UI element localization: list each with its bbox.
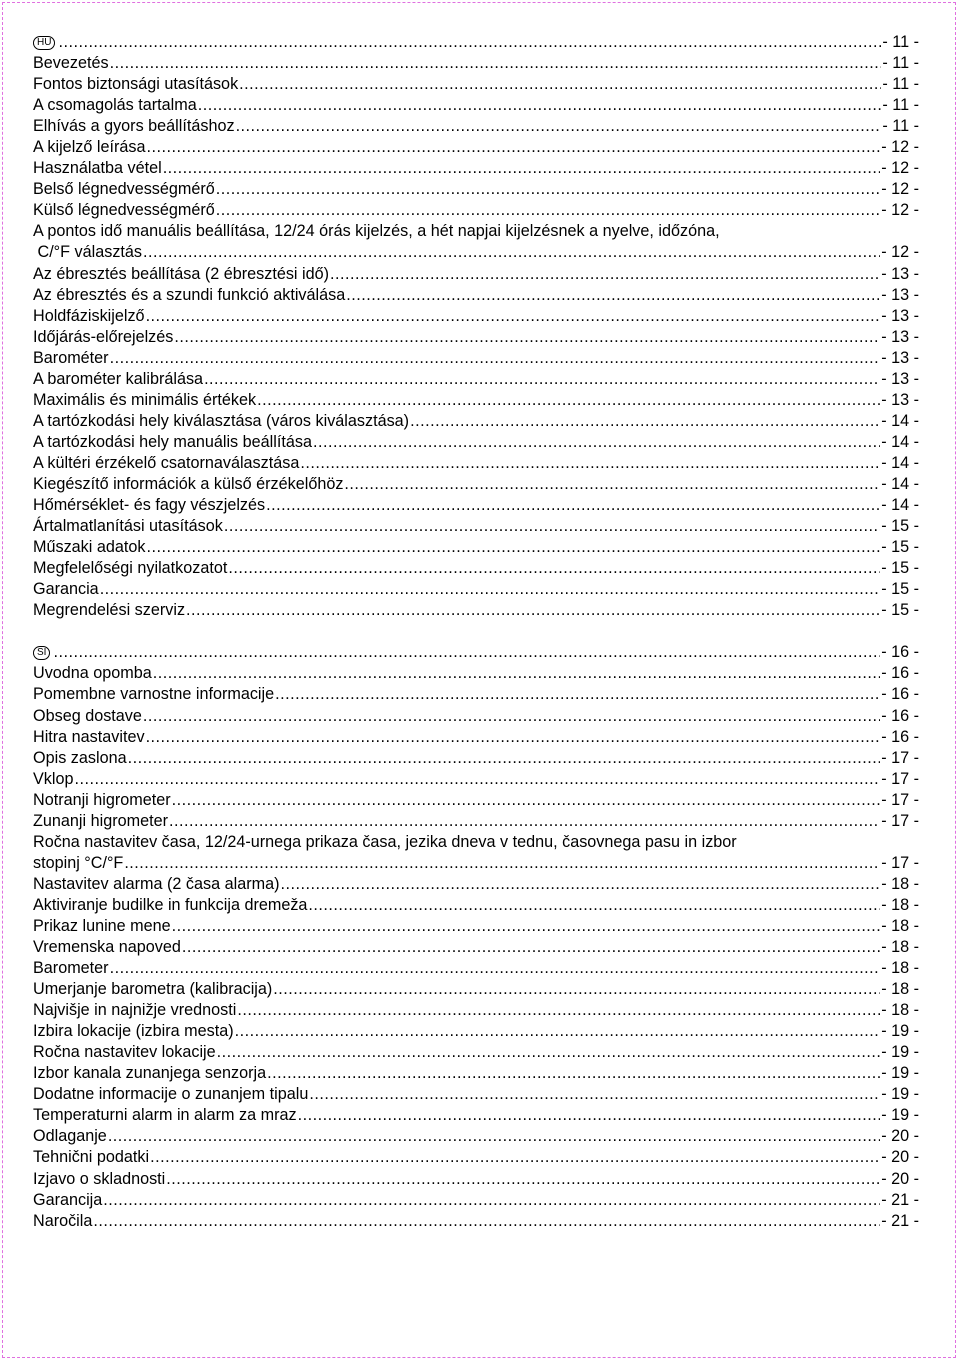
toc-entry-label: Ročna nastavitev lokacije (33, 1043, 216, 1062)
toc-entry-label: Hőmérséklet- és fagy vészjelzés (33, 496, 266, 515)
toc-entry-label: Megrendelési szerviz (33, 601, 186, 620)
toc-page-number: - 17 - (881, 853, 919, 872)
toc-entry-label: Bevezetés (33, 54, 109, 73)
toc-entry-label: A tartózkodási hely kiválasztása (város kiválasztása) (33, 411, 410, 430)
dot-leader (313, 432, 880, 453)
toc-entry-label: Garancia (33, 580, 99, 599)
dot-leader (58, 32, 881, 53)
toc-entry[interactable] (33, 895, 919, 916)
toc-entry[interactable] (33, 1147, 919, 1168)
toc-entry-label: Uvodna opomba (33, 664, 152, 683)
toc-entry[interactable] (33, 200, 919, 221)
toc-entry[interactable] (33, 727, 919, 748)
toc-entry-label: Aktiviranje budilke in funkcija dremeža (33, 895, 308, 914)
dot-leader (344, 474, 880, 495)
toc-entry[interactable] (33, 95, 919, 116)
toc-entry[interactable] (33, 684, 919, 705)
toc-entry-label: Obseg dostave (33, 706, 142, 725)
toc-entry[interactable] (33, 600, 919, 621)
toc-entry[interactable] (33, 1000, 919, 1021)
dot-leader (217, 1042, 881, 1063)
dot-leader (257, 390, 880, 411)
toc-page-number: - 12 - (881, 138, 919, 157)
toc-entry-label: A tartózkodási hely manuális beállítása (33, 432, 312, 451)
toc-entry[interactable] (33, 706, 919, 727)
toc-entry-label: Barometer (33, 959, 109, 978)
toc-language-row[interactable] (33, 642, 919, 663)
toc-page-number: - 12 - (881, 180, 919, 199)
toc-entry[interactable] (33, 579, 919, 600)
toc-page-number: - 13 - (881, 369, 919, 388)
toc-entry-label: Időjárás-előrejelzés (33, 327, 174, 346)
toc-entry-label: Fontos biztonsági utasítások (33, 75, 239, 94)
toc-entry-label: Külső légnedvességmérő (33, 201, 215, 220)
table-of-contents (33, 32, 919, 1232)
toc-page-number: - 16 - (881, 685, 919, 704)
toc-entry[interactable] (33, 874, 919, 895)
dot-leader (281, 874, 881, 895)
toc-page-number: - 13 - (881, 264, 919, 283)
dot-leader (266, 495, 880, 516)
toc-entry[interactable] (33, 537, 919, 558)
dot-leader (146, 306, 881, 327)
toc-entry-label: A pontos idő manuális beállítása, 12/24 órás kijelzés, a hét napjai kijelzésnek a nyelve, időzóna, (33, 222, 720, 241)
toc-entry-label: Tehnični podatki (33, 1148, 150, 1167)
toc-entry[interactable] (33, 811, 919, 832)
toc-entry-label: Maximális és minimális értékek (33, 390, 257, 409)
toc-entry[interactable] (33, 1063, 919, 1084)
toc-page-number: - 17 - (881, 811, 919, 830)
dot-leader (273, 979, 880, 1000)
dot-leader (100, 579, 881, 600)
toc-entry[interactable] (33, 1042, 919, 1063)
toc-entry[interactable] (33, 979, 919, 1000)
toc-entry[interactable] (33, 474, 919, 495)
toc-page-number: - 14 - (881, 496, 919, 515)
toc-page-number: - 14 - (881, 432, 919, 451)
toc-entry-label: Az ébresztés és a szundi funkció aktiválása (33, 285, 346, 304)
toc-page-number: - 11 - (882, 75, 919, 94)
toc-entry[interactable] (33, 1211, 919, 1232)
toc-entry[interactable] (33, 1084, 919, 1105)
toc-page-number: - 19 - (881, 1064, 919, 1083)
toc-entry-label: Megfelelőségi nyilatkozatot (33, 559, 228, 578)
toc-entry-label: Ročna nastavitev časa, 12/24-urnega prikaza časa, jezika dneva v tednu, časovnega pasu in izbor (33, 832, 737, 851)
toc-entry-label: Umerjanje barometra (kalibracija) (33, 980, 273, 999)
dot-leader (174, 327, 880, 348)
toc-entry[interactable] (33, 348, 919, 369)
toc-entry-label: Izbira lokacije (izbira mesta) (33, 1022, 234, 1041)
dot-leader (298, 1105, 881, 1126)
toc-entry[interactable] (33, 916, 919, 937)
toc-page-number: - 20 - (881, 1127, 919, 1146)
toc-entry[interactable] (33, 769, 919, 790)
dot-leader (169, 811, 880, 832)
toc-entry-label: Zunanji higrometer (33, 811, 168, 830)
toc-entry-continuation (33, 242, 919, 263)
dot-leader (172, 790, 881, 811)
toc-entry[interactable] (33, 432, 919, 453)
dot-leader (110, 53, 882, 74)
dot-leader (198, 95, 882, 116)
dot-leader (182, 937, 880, 958)
dot-leader (103, 1190, 880, 1211)
toc-page-number: - 15 - (881, 580, 919, 599)
toc-page-number: - 15 - (881, 559, 919, 578)
toc-entry-label: Notranji higrometer (33, 790, 171, 809)
toc-entry[interactable] (33, 390, 919, 411)
toc-page-number: - 18 - (881, 959, 919, 978)
dot-leader (346, 285, 880, 306)
dot-leader (163, 158, 881, 179)
toc-page-number: - 12 - (881, 201, 919, 220)
toc-entry-continuation (33, 853, 919, 874)
dot-leader (275, 684, 880, 705)
toc-entry-label-continued: C/°F választás (33, 243, 143, 262)
toc-entry-label: Naročila (33, 1211, 93, 1230)
toc-entry[interactable] (33, 116, 919, 137)
dot-leader (239, 74, 881, 95)
toc-page-number: - 18 - (881, 895, 919, 914)
toc-page-number: - 11 - (882, 33, 919, 51)
toc-page-number: - 19 - (881, 1106, 919, 1125)
toc-entry[interactable] (33, 958, 919, 979)
toc-page-number: - 17 - (881, 748, 919, 767)
toc-entry[interactable] (33, 1190, 919, 1211)
dot-leader (172, 916, 881, 937)
dot-leader (300, 453, 880, 474)
dot-leader (110, 348, 881, 369)
dot-leader (216, 200, 880, 221)
toc-entry[interactable] (33, 558, 919, 579)
toc-entry[interactable] (33, 179, 919, 200)
toc-page-number: - 19 - (881, 1022, 919, 1041)
toc-language-label (33, 32, 57, 53)
toc-entry-label: Az ébresztés beállítása (2 ébresztési idő) (33, 264, 330, 283)
toc-page-number: - 13 - (881, 327, 919, 346)
dot-leader (124, 853, 880, 874)
toc-entry[interactable] (33, 748, 919, 769)
dot-leader (267, 1063, 880, 1084)
toc-entry[interactable] (33, 832, 919, 874)
dot-leader (143, 706, 880, 727)
toc-page-number: - 20 - (881, 1169, 919, 1188)
section-gap (33, 621, 919, 642)
toc-page-number: - 16 - (881, 727, 919, 746)
dot-leader (308, 895, 880, 916)
dot-leader (128, 748, 881, 769)
toc-entry[interactable] (33, 453, 919, 474)
toc-entry[interactable] (33, 516, 919, 537)
toc-page-number: - 15 - (881, 538, 919, 557)
dot-leader (237, 1000, 880, 1021)
dot-leader (228, 558, 880, 579)
toc-page-number: - 18 - (881, 938, 919, 957)
toc-entry-label: Temperaturni alarm in alarm za mraz (33, 1106, 297, 1125)
toc-entry[interactable] (33, 221, 919, 263)
toc-page-number: - 11 - (882, 96, 919, 115)
toc-entry-label: Opis zaslona (33, 748, 127, 767)
toc-page-number: - 14 - (881, 453, 919, 472)
toc-entry[interactable] (33, 1021, 919, 1042)
toc-page-number: - 11 - (882, 117, 919, 136)
toc-entry[interactable] (33, 74, 919, 95)
toc-entry[interactable] (33, 285, 919, 306)
dot-leader (235, 1021, 881, 1042)
toc-page-number: - 14 - (881, 411, 919, 430)
toc-page-number: - 13 - (881, 285, 919, 304)
dot-leader (330, 264, 880, 285)
dot-leader (110, 958, 881, 979)
toc-entry-label: Kiegészítő információk a külső érzékelőhöz (33, 474, 344, 493)
toc-entry[interactable] (33, 1126, 919, 1147)
toc-entry-label: Pomembne varnostne informacije (33, 685, 275, 704)
dot-leader (236, 116, 882, 137)
dot-leader (146, 137, 880, 158)
dot-leader (309, 1084, 880, 1105)
toc-entry-label: Dodatne informacije o zunanjem tipalu (33, 1085, 309, 1104)
dot-leader (204, 369, 880, 390)
toc-page-number: - 15 - (881, 601, 919, 620)
dot-leader (108, 1126, 880, 1147)
toc-entry-label: Vklop (33, 769, 74, 788)
toc-page-number: - 19 - (881, 1085, 919, 1104)
dot-leader (410, 411, 880, 432)
toc-page-number: - 13 - (881, 348, 919, 367)
toc-page-number: - 18 - (881, 1001, 919, 1020)
toc-entry-label: Vremenska napoved (33, 938, 181, 957)
toc-page-number: - 14 - (881, 474, 919, 493)
toc-entry-label: Műszaki adatok (33, 538, 146, 557)
toc-page-number: - 16 - (881, 706, 919, 725)
toc-entry-label: Holdfáziskijelző (33, 306, 145, 325)
toc-entry-label: Odlaganje (33, 1127, 107, 1146)
toc-entry-label: Nastavitev alarma (2 časa alarma) (33, 874, 280, 893)
language-badge: HU (33, 36, 55, 50)
dot-leader (143, 242, 880, 263)
toc-page-number: - 20 - (881, 1148, 919, 1167)
toc-entry[interactable] (33, 369, 919, 390)
toc-entry[interactable] (33, 937, 919, 958)
toc-entry-label: A kijelző leírása (33, 138, 146, 157)
toc-entry-label: A kültéri érzékelő csatornaválasztása (33, 453, 300, 472)
toc-entry[interactable] (33, 411, 919, 432)
toc-page-number: - 12 - (881, 243, 919, 262)
dot-leader (216, 179, 880, 200)
toc-entry[interactable] (33, 158, 919, 179)
toc-entry-label-continued: stopinj °C/°F (33, 853, 124, 872)
toc-entry[interactable] (33, 663, 919, 684)
dot-leader (150, 1147, 880, 1168)
toc-entry-label: Ártalmatlanítási utasítások (33, 517, 223, 536)
toc-page-number: - 16 - (881, 664, 919, 683)
toc-page-number: - 17 - (881, 790, 919, 809)
toc-entry-label: Izbor kanala zunanjega senzorja (33, 1064, 267, 1083)
toc-page-number: - 21 - (881, 1211, 919, 1230)
toc-page-number: - 15 - (881, 517, 919, 536)
toc-entry-label: Belső légnedvességmérő (33, 180, 215, 199)
toc-page-number: - 17 - (881, 769, 919, 788)
dot-leader (93, 1211, 880, 1232)
toc-entry[interactable] (33, 264, 919, 285)
toc-entry[interactable] (33, 327, 919, 348)
toc-entry-label: A barométer kalibrálása (33, 369, 204, 388)
language-badge: SI (33, 646, 50, 660)
toc-entry-label: Izjavo o skladnosti (33, 1169, 166, 1188)
dot-leader (153, 663, 880, 684)
toc-entry-label: Hitra nastavitev (33, 727, 145, 746)
toc-entry-label: Elhívás a gyors beállításhoz (33, 117, 235, 136)
toc-language-label (33, 642, 52, 663)
toc-page-number: - 18 - (881, 980, 919, 999)
toc-entry[interactable] (33, 495, 919, 516)
toc-entry[interactable] (33, 137, 919, 158)
toc-page-number: - 18 - (881, 874, 919, 893)
toc-language-row[interactable] (33, 32, 919, 53)
toc-entry-label: Használatba vétel (33, 159, 162, 178)
dot-leader (53, 642, 880, 663)
toc-entry-label: Prikaz lunine mene (33, 916, 171, 935)
dot-leader (146, 727, 881, 748)
toc-entry[interactable] (33, 790, 919, 811)
toc-page-number: - 12 - (881, 159, 919, 178)
toc-page-number: - 16 - (881, 643, 919, 662)
toc-page-number: - 13 - (881, 306, 919, 325)
dot-leader (75, 769, 881, 790)
toc-page-number: - 18 - (881, 916, 919, 935)
toc-entry[interactable] (33, 53, 919, 74)
toc-entry[interactable] (33, 1105, 919, 1126)
toc-entry-label: Barométer (33, 348, 109, 367)
toc-entry-label: A csomagolás tartalma (33, 96, 197, 115)
dot-leader (166, 1169, 880, 1190)
dot-leader (186, 600, 880, 621)
toc-entry-label: Garancija (33, 1190, 103, 1209)
dot-leader (224, 516, 880, 537)
toc-page-number: - 11 - (882, 54, 919, 73)
toc-page-number: - 21 - (881, 1190, 919, 1209)
toc-entry-label: Najvišje in najnižje vrednosti (33, 1001, 237, 1020)
toc-page-number: - 13 - (881, 390, 919, 409)
toc-entry[interactable] (33, 306, 919, 327)
toc-entry[interactable] (33, 1169, 919, 1190)
toc-page-number: - 19 - (881, 1043, 919, 1062)
dot-leader (146, 537, 880, 558)
